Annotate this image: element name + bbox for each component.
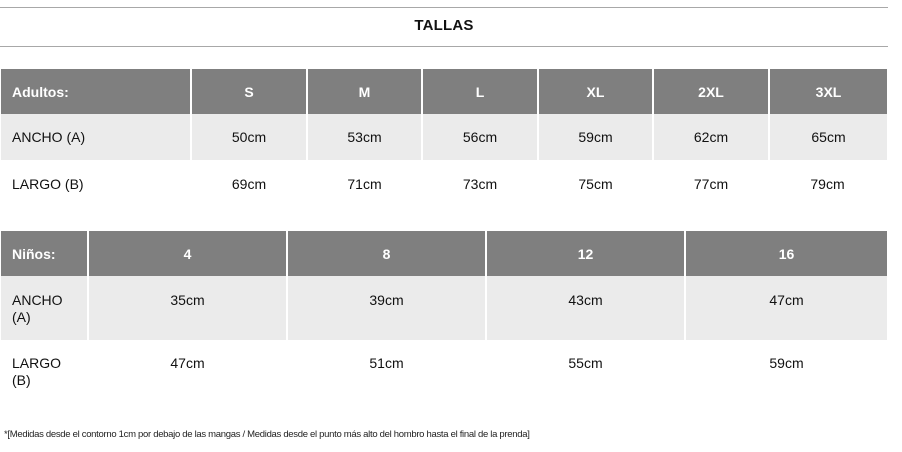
kids-header-row: [1, 231, 887, 276]
kids-header-label: Niños:: [1, 231, 89, 276]
table-cell: 47cm: [686, 276, 887, 340]
size-header-16: 16: [686, 231, 887, 276]
table-cell: 51cm: [288, 340, 487, 403]
size-header-s: S: [192, 69, 308, 114]
row-label-line: LARGO: [12, 355, 62, 371]
table-cell: 47cm: [89, 340, 288, 403]
table-cell: 39cm: [288, 276, 487, 340]
size-header-3xl: 3XL: [770, 69, 887, 114]
size-header-2xl: 2XL: [654, 69, 770, 114]
table-cell: 55cm: [487, 340, 686, 403]
table-cell: 77cm: [654, 160, 770, 207]
size-header-l: L: [423, 69, 539, 114]
size-header-8: 8: [288, 231, 487, 276]
table-cell: 56cm: [423, 114, 539, 160]
adult-row-largo: [1, 160, 887, 207]
row-label-line: (B): [12, 372, 31, 388]
kids-row-ancho: [1, 276, 887, 340]
size-header-m: M: [308, 69, 423, 114]
row-label-ancho: ANCHO (A): [1, 114, 192, 160]
row-label-ancho: [1, 276, 89, 340]
adult-row-ancho: [1, 114, 887, 160]
table-cell: 50cm: [192, 114, 308, 160]
table-cell: 59cm: [539, 114, 654, 160]
table-cell: 53cm: [308, 114, 423, 160]
kids-row-largo: [1, 340, 887, 403]
size-header-xl: XL: [539, 69, 654, 114]
page-title: TALLAS: [414, 17, 474, 34]
row-label-largo: [1, 340, 89, 403]
table-cell: 43cm: [487, 276, 686, 340]
size-header-12: 12: [487, 231, 686, 276]
size-header-4: 4: [89, 231, 288, 276]
table-cell: 79cm: [770, 160, 887, 207]
adult-size-table: [1, 69, 887, 207]
table-cell: 73cm: [423, 160, 539, 207]
table-cell: 75cm: [539, 160, 654, 207]
row-label-largo: LARGO (B): [1, 160, 192, 207]
measurement-footnote: *[Medidas desde el contorno 1cm por debajo de las mangas / Medidas desde el punto más alto del hombro hasta el final de la prenda]: [4, 429, 530, 440]
table-cell: 35cm: [89, 276, 288, 340]
adult-header-label: Adultos:: [1, 69, 192, 114]
row-label-line: ANCHO: [12, 292, 63, 308]
title-divider: [0, 46, 888, 47]
table-cell: 65cm: [770, 114, 887, 160]
table-cell: 59cm: [686, 340, 887, 403]
row-label-line: (A): [12, 309, 31, 325]
table-cell: 71cm: [308, 160, 423, 207]
kids-size-table: [1, 231, 887, 403]
table-cell: 69cm: [192, 160, 308, 207]
adult-header-row: [1, 69, 887, 114]
table-cell: 62cm: [654, 114, 770, 160]
top-divider: [0, 7, 888, 8]
